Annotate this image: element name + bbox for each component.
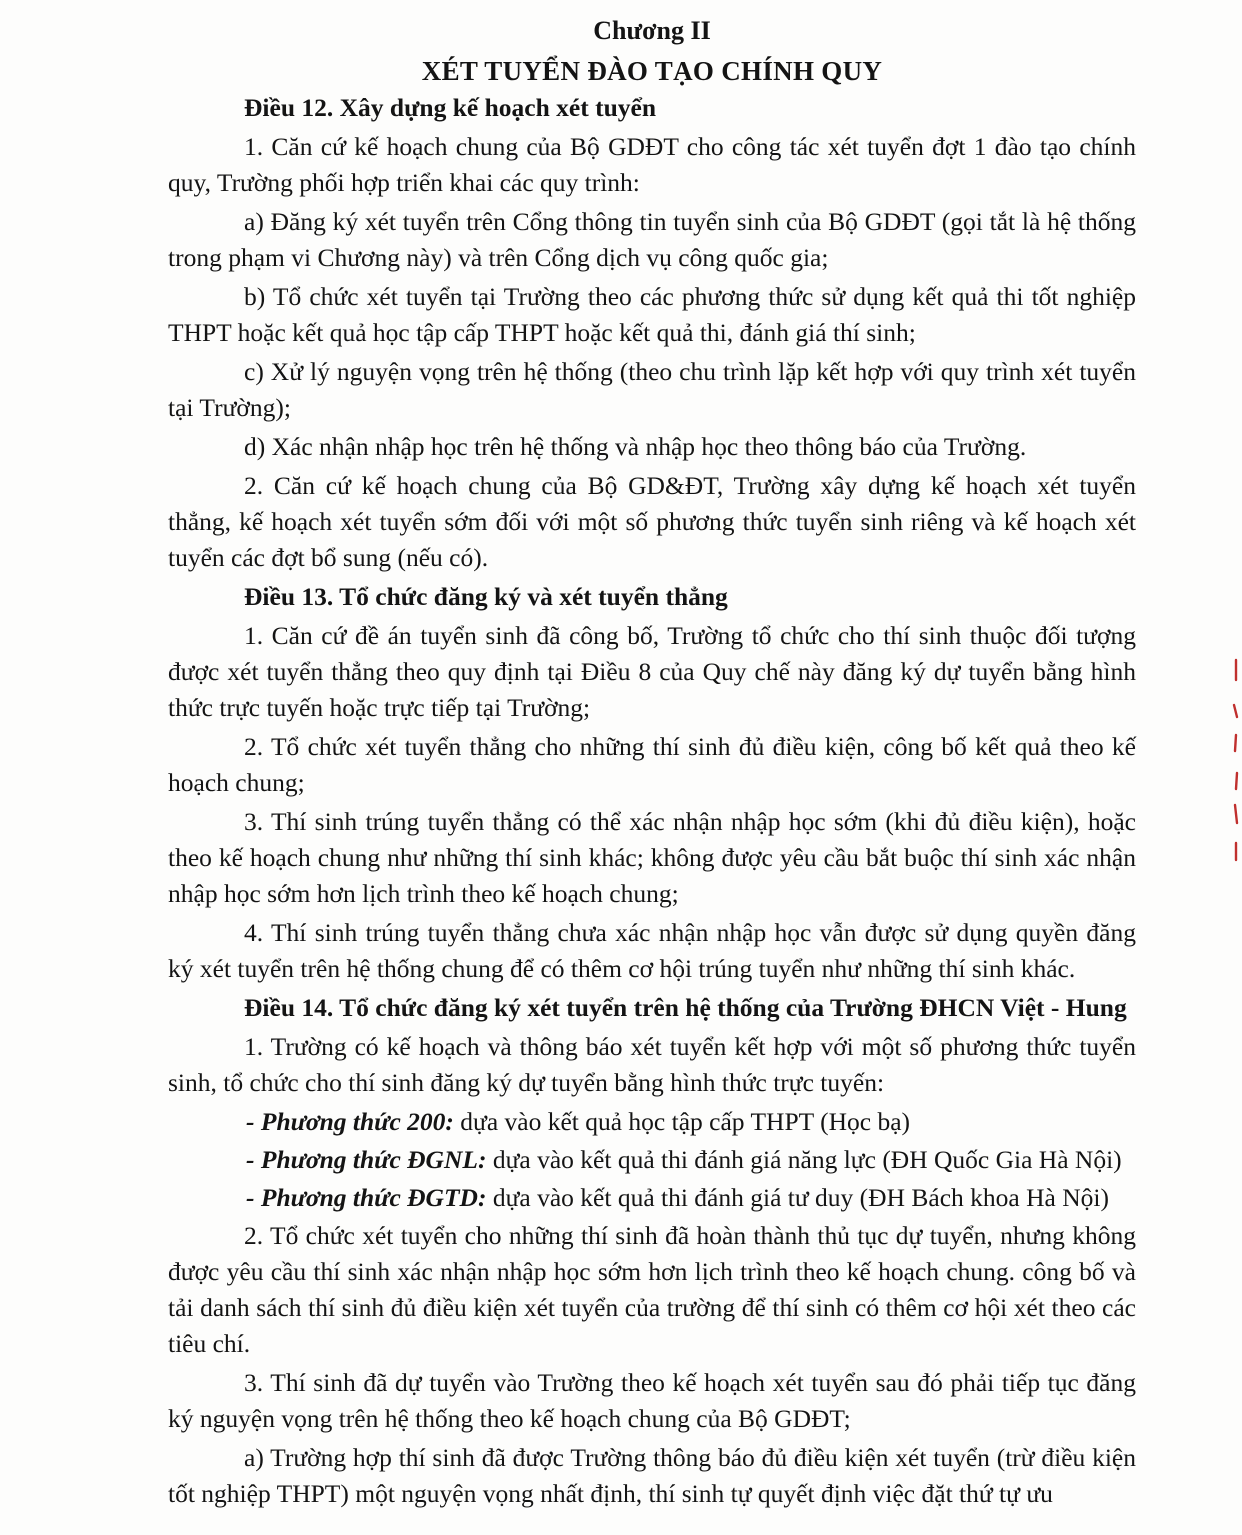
article-14-paragraph: 3. Thí sinh đã dự tuyển vào Trường theo kế hoạch xét tuyển sau đó phải tiếp tục đăng ký nguyện vọng trên hệ thống theo kế hoạch chung của Bộ GDĐT;	[168, 1368, 1136, 1433]
article-12-heading: Điều 12. Xây dựng kế hoạch xét tuyển	[244, 93, 656, 122]
article-14-heading: Điều 14. Tổ chức đăng ký xét tuyển trên hệ thống của Trường ĐHCN Việt - Hung	[244, 993, 1127, 1022]
article-12-paragraph: c) Xử lý nguyện vọng trên hệ thống (theo chu trình lặp kết hợp với quy trình xét tuyển tại Trường);	[168, 357, 1136, 422]
article-12-paragraph: 1. Căn cứ kế hoạch chung của Bộ GDĐT cho công tác xét tuyển đợt 1 đào tạo chính quy, Trường phối hợp triển khai các quy trình:	[168, 132, 1136, 197]
admission-method-name: - Phương thức 200:	[246, 1107, 454, 1136]
admission-method-name: - Phương thức ĐGTD:	[246, 1183, 487, 1212]
admission-method-item	[168, 1142, 1136, 1178]
article-14-paragraph: a) Trường hợp thí sinh đã được Trường thông báo đủ điều kiện xét tuyển (trừ điều kiện tốt nghiệp THPT) một nguyện vọng nhất định, thí sinh tự quyết định việc đặt thứ tự ưu	[168, 1443, 1136, 1508]
admission-method-description: dựa vào kết quả học tập cấp THPT (Học bạ)	[453, 1107, 911, 1136]
admission-method-name: - Phương thức ĐGNL:	[246, 1145, 487, 1174]
article-13-paragraph: 3. Thí sinh trúng tuyển thẳng có thể xác nhận nhập học sớm (khi đủ điều kiện), hoặc theo kế hoạch chung như những thí sinh khác; không được yêu cầu bắt buộc thí sinh xác nhận nhập học sớm hơn lịch trình theo kế hoạch chung;	[168, 807, 1136, 908]
article-13-paragraph: 1. Căn cứ đề án tuyển sinh đã công bố, Trường tổ chức cho thí sinh thuộc đối tượng được xét tuyển thẳng theo quy định tại Điều 8 của Quy chế này đăng ký dự tuyển bằng hình thức trực tuyến hoặc trực tiếp tại Trường;	[168, 621, 1136, 722]
admission-method-item	[168, 1180, 1136, 1216]
admission-method-description: dựa vào kết quả thi đánh giá năng lực (ĐH Quốc Gia Hà Nội)	[486, 1145, 1122, 1174]
article-14-paragraph: 1. Trường có kế hoạch và thông báo xét tuyển kết hợp với một số phương thức tuyển sinh, tổ chức cho thí sinh đăng ký dự tuyển bằng hình thức trực tuyến:	[168, 1032, 1136, 1097]
article-13-paragraph: 4. Thí sinh trúng tuyển thẳng chưa xác nhận nhập học vẫn được sử dụng quyền đăng ký xét tuyển trên hệ thống chung để có thêm cơ hội trúng tuyển như những thí sinh khác.	[168, 918, 1136, 983]
article-12-paragraph: 2. Căn cứ kế hoạch chung của Bộ GD&ĐT, Trường xây dựng kế hoạch xét tuyển thẳng, kế hoạch xét tuyển sớm đối với một số phương thức tuyển sinh riêng và kế hoạch xét tuyển các đợt bổ sung (nếu có).	[168, 471, 1136, 572]
admission-method-description: dựa vào kết quả thi đánh giá tư duy (ĐH Bách khoa Hà Nội)	[486, 1183, 1109, 1212]
article-12-paragraph: a) Đăng ký xét tuyển trên Cổng thông tin tuyển sinh của Bộ GDĐT (gọi tắt là hệ thống trong phạm vi Chương này) và trên Cổng dịch vụ công quốc gia;	[168, 207, 1136, 272]
article-13-heading: Điều 13. Tổ chức đăng ký và xét tuyển thẳng	[244, 582, 728, 611]
article-12-paragraph: d) Xác nhận nhập học trên hệ thống và nhập học theo thông báo của Trường.	[244, 432, 1027, 461]
article-14-paragraph: 2. Tổ chức xét tuyển cho những thí sinh đã hoàn thành thủ tục dự tuyển, nhưng không được yêu cầu thí sinh xác nhận nhập học sớm hơn lịch trình theo kế hoạch chung. công bố và tải danh sách thí sinh đủ điều kiện xét tuyển của trường để thí sinh có thêm cơ hội xét theo các tiêu chí.	[168, 1221, 1136, 1358]
admission-method-item	[168, 1104, 1136, 1140]
article-13-paragraph: 2. Tổ chức xét tuyển thẳng cho những thí sinh đủ điều kiện, công bố kết quả theo kế hoạch chung;	[168, 732, 1136, 797]
document-body	[168, 14, 1136, 1515]
chapter-number: Chương II	[593, 16, 711, 45]
chapter-title: XÉT TUYỂN ĐÀO TẠO CHÍNH QUY	[421, 56, 883, 86]
margin-ink-mark	[1230, 655, 1240, 865]
article-12-paragraph: b) Tổ chức xét tuyển tại Trường theo các phương thức sử dụng kết quả thi tốt nghiệp THPT hoặc kết quả học tập cấp THPT hoặc kết quả thi, đánh giá thí sinh;	[168, 282, 1136, 347]
